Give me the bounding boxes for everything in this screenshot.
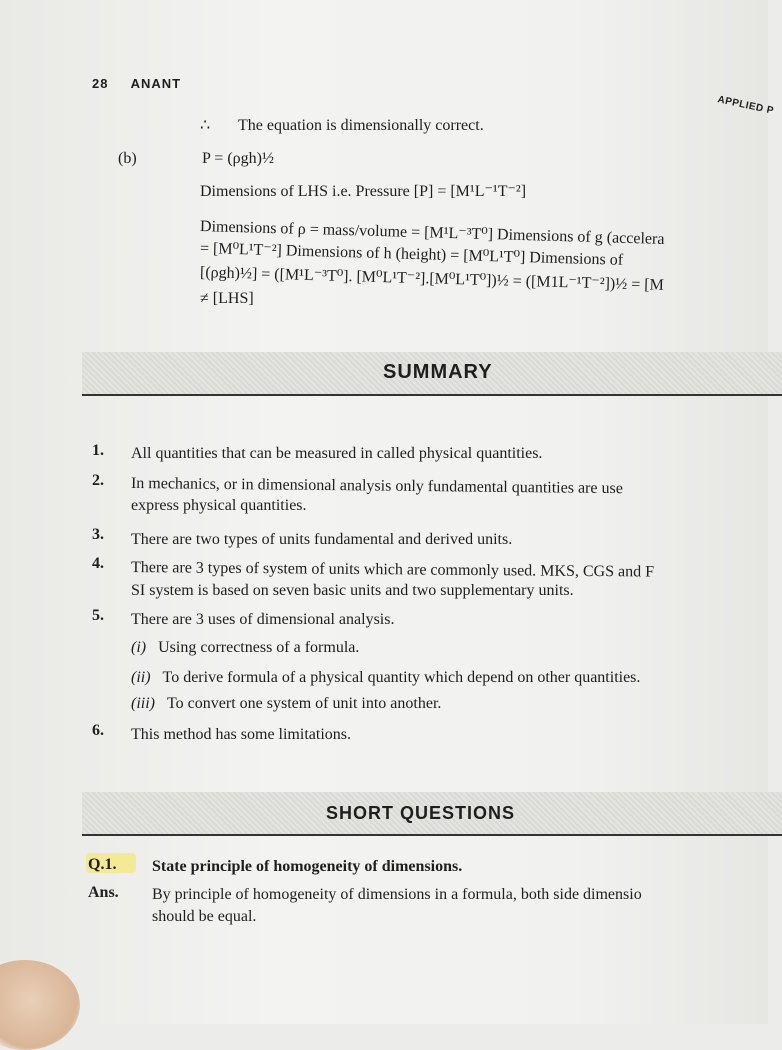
short-questions-title: SHORT QUESTIONS (326, 803, 516, 823)
rhs-dimensions: [(ρgh)½] = ([M¹L⁻³T⁰]. [M⁰L¹T⁻²].[M⁰L¹T⁰])½ = ([M1L⁻¹T⁻²])½ = [M (199, 264, 665, 294)
summary-item-number: 6. (92, 722, 104, 739)
summary-item-number: 2. (92, 472, 104, 489)
running-title: APPLIED P (716, 94, 775, 117)
summary-item-2-cont: express physical quantities. (131, 497, 307, 514)
summary-item-number: 5. (92, 607, 104, 624)
summary-item-6: This method has some limitations. (131, 726, 351, 743)
page-number: 28 (92, 76, 109, 91)
answer-text: By principle of homogeneity of dimensions in a formula, both side dimensio (152, 886, 642, 903)
summary-item-2: In mechanics, or in dimensional analysis only fundamental quantities are use (130, 475, 623, 498)
question-label: Q.1. (88, 856, 117, 873)
subitem-1: (i) Using correctness of a formula. (131, 639, 360, 656)
book-title: ANANT (130, 76, 182, 91)
summary-item-4-cont: SI system is based on seven basic units and two supplementary units. (131, 582, 574, 599)
summary-item-5: There are 3 uses of dimensional analysis. (131, 611, 395, 628)
subitem-label: (iii) (131, 695, 155, 712)
rho-dimensions: Dimensions of ρ = mass/volume = [M¹L⁻³T⁰] Dimensions of g (accelera (199, 218, 665, 248)
summary-item-number: 4. (92, 555, 104, 572)
summary-title: SUMMARY (383, 361, 493, 383)
subitem-2: (ii) To derive formula of a physical quantity which depend on other quantities. (131, 669, 641, 686)
answer-text-cont: should be equal. (152, 908, 257, 925)
part-label: (b) (118, 150, 137, 167)
summary-item-1: All quantities that can be measured in called physical quantities. (131, 445, 543, 462)
g-dimensions: = [M⁰L¹T⁻²] Dimensions of h (height) = [M⁰L¹T⁰] Dimensions of (199, 240, 624, 269)
summary-item-3: There are two types of units fundamental and derived units. (131, 531, 513, 548)
proof-conclusion: The equation is dimensionally correct. (238, 117, 484, 134)
subitem-3: (iii) To convert one system of unit into another. (131, 695, 442, 712)
equation: P = (ρgh)½ (202, 150, 274, 167)
answer-label: Ans. (88, 884, 119, 901)
summary-item-4: There are 3 types of system of units which are commonly used. MKS, CGS and F (130, 559, 655, 581)
not-equal-lhs: ≠ [LHS] (200, 290, 254, 307)
question-text: State principle of homogeneity of dimensions. (152, 858, 463, 875)
subitem-label: (ii) (131, 669, 151, 686)
page-header (92, 76, 181, 91)
summary-item-number: 1. (92, 442, 104, 459)
therefore-symbol: ∴ (200, 117, 211, 134)
lhs-dimensions: Dimensions of LHS i.e. Pressure [P] = [M¹L⁻¹T⁻²] (200, 183, 527, 200)
subitem-label: (i) (131, 639, 147, 656)
thumb-shadow (0, 960, 80, 1050)
summary-item-number: 3. (92, 526, 104, 543)
